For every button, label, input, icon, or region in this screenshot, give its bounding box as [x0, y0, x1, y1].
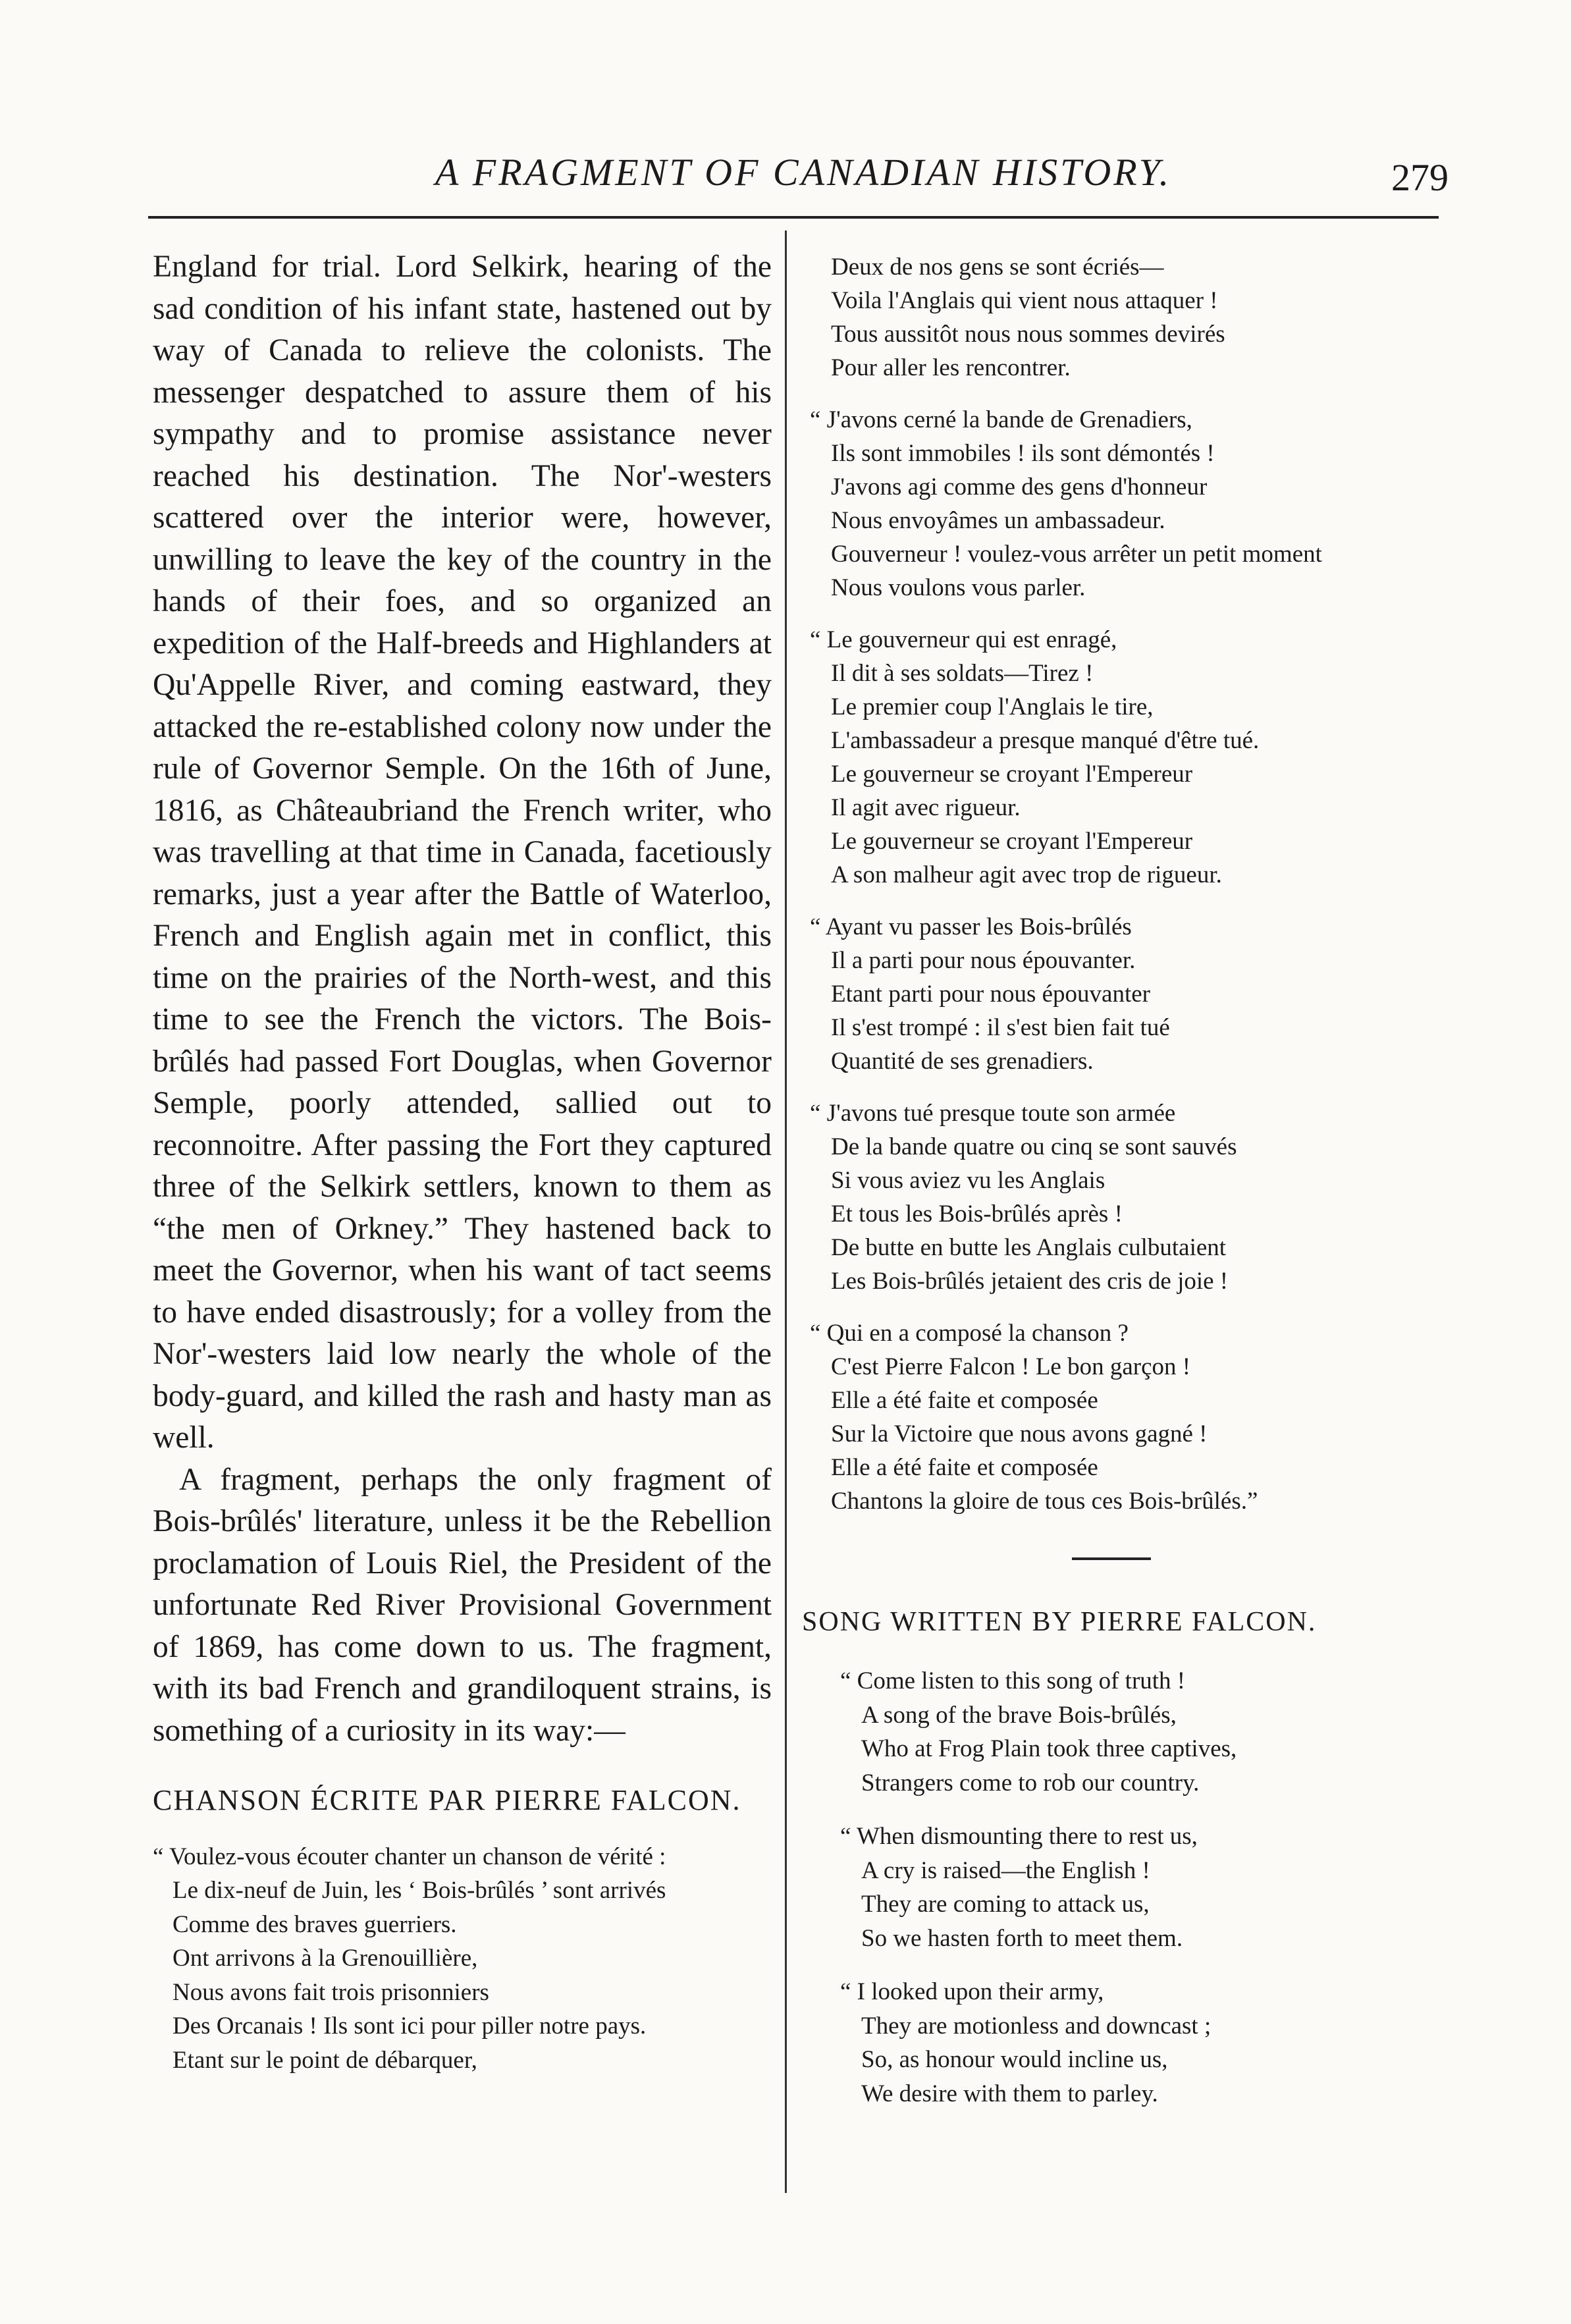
- verse-line: “ J'avons tué presque toute son armée: [810, 1100, 1176, 1127]
- verse-line: Et tous les Bois-brûlés après !: [831, 1201, 1123, 1228]
- page-number: 279: [1391, 156, 1449, 199]
- verse-line: “ Come listen to this song of truth !: [840, 1667, 1186, 1694]
- verse-line: Gouverneur ! voulez-vous arrêter un petit moment: [831, 541, 1322, 568]
- verse-line: Quantité de ses grenadiers.: [831, 1048, 1094, 1075]
- verse-line: Deux de nos gens se sont écriés—: [831, 254, 1164, 281]
- stanza: [810, 1096, 1434, 1298]
- stanza: [810, 250, 1434, 385]
- verse-line: Il s'est trompé : il s'est bien fait tué: [831, 1014, 1170, 1041]
- verse-line: C'est Pierre Falcon ! Le bon garçon !: [831, 1353, 1191, 1380]
- verse-line: “ Ayant vu passer les Bois-brûlés: [810, 913, 1132, 940]
- verse-line: Voila l'Anglais qui vient nous attaquer !: [831, 287, 1218, 314]
- verse-line: Il dit à ses soldats—Tirez !: [831, 660, 1094, 687]
- verse-line: A song of the brave Bois-brûlés,: [861, 1701, 1177, 1729]
- stanza: [840, 1820, 1434, 1955]
- verse-line: Le premier coup l'Anglais le tire,: [831, 693, 1154, 720]
- verse-line: So, as honour would incline us,: [861, 2046, 1168, 2073]
- page-header: [158, 150, 1449, 203]
- verse-line: Il a parti pour nous épouvanter.: [831, 947, 1136, 974]
- english-song-verse: [802, 1664, 1434, 2111]
- verse-line: Comme des braves guerriers.: [173, 1910, 457, 1938]
- verse-line: We desire with them to parley.: [861, 2080, 1158, 2107]
- verse-line: Etant sur le point de débarquer,: [173, 2046, 477, 2074]
- column-divider: [785, 230, 787, 2193]
- stanza: [810, 910, 1434, 1078]
- verse-line: Nous envoyâmes un ambassadeur.: [831, 507, 1165, 534]
- verse-line: “ When dismounting there to rest us,: [840, 1823, 1198, 1850]
- verse-line: De butte en butte les Anglais culbutaient: [831, 1234, 1227, 1261]
- body-paragraph-2: A fragment, perhaps the only fragment of Bois-brûlés' literature, unless it be the Rebellion proclamation of Louis Riel, the President of the unfortunate Red River Provisional Government of 1869, has come down to us. The fragment, with its bad French and grandiloquent strains, is something of a curiosity in its way:—: [153, 1462, 772, 1748]
- verse-line: Who at Frog Plain took three captives,: [861, 1735, 1237, 1762]
- french-song-verse-start: [153, 1840, 772, 2078]
- right-column: [802, 250, 1434, 2130]
- stanza: [810, 403, 1434, 605]
- verse-line: A son malheur agit avec trop de rigueur.: [831, 861, 1222, 888]
- verse-line: Le dix-neuf de Juin, les ‘ Bois-brûlés ’ sont arrivés: [173, 1877, 666, 1904]
- stanza: [810, 623, 1434, 892]
- body-paragraph-1: England for trial. Lord Selkirk, hearing of the sad condition of his infant state, hastened out by way of Canada to relieve the colonists. The messenger despatched to assure them of his sympathy and to promise assistance never reached his destination. The Nor'-westers scattered over the interior were, however, unwilling to leave the key of the country in the hands of their foes, and so organized an expedition of the Half-breeds and Highlanders at Qu'Appelle River, and coming eastward, they attacked the re-established colony now under the rule of Governor Semple. On the 16th of June, 1816, as Châteaubriand the French writer, who was travelling at that time in Canada, facetiously remarks, just a year after the Battle of Waterloo, French and English again met in conflict, this time on the prairies of the North-west, and this time to see the French the victors. The Bois-brûlés had passed Fort Douglas, when Governor Semple, poorly attended, sallied out to reconnoitre. After passing the Fort they captured three of the Selkirk settlers, known to them as “the men of Orkney.” They hastened back to meet the Governor, when his want of tact seems to have ended disastrously; for a volley from the Nor'-westers laid low nearly the whole of the body-guard, and killed the rash and hasty man as well.: [153, 250, 772, 1455]
- verse-line: Les Bois-brûlés jetaient des cris de joie !: [831, 1268, 1229, 1295]
- verse-line: Le gouverneur se croyant l'Empereur: [831, 828, 1193, 855]
- verse-line: So we hasten forth to meet them.: [861, 1924, 1183, 1952]
- left-column: [153, 246, 772, 2077]
- stanza: [840, 1664, 1434, 1800]
- verse-line: Nous voulons vous parler.: [831, 574, 1086, 601]
- verse-line: “ Voulez-vous écouter chanter un chanson de vérité :: [153, 1843, 666, 1870]
- english-song-heading: SONG WRITTEN BY PIERRE FALCON.: [802, 1607, 1317, 1637]
- verse-line: L'ambassadeur a presque manqué d'être tué.: [831, 727, 1260, 754]
- verse-line: Elle a été faite et composée: [831, 1454, 1098, 1481]
- verse-line: Il agit avec rigueur.: [831, 794, 1021, 821]
- verse-line: De la bande quatre ou cinq se sont sauvés: [831, 1133, 1237, 1160]
- verse-line: Elle a été faite et composée: [831, 1387, 1098, 1414]
- verse-line: Strangers come to rob our country.: [861, 1769, 1200, 1797]
- verse-line: Ont arrivons à la Grenouillière,: [173, 1945, 478, 1972]
- verse-line: Le gouverneur se croyant l'Empereur: [831, 761, 1193, 788]
- verse-line: “ Qui en a composé la chanson ?: [810, 1320, 1129, 1347]
- stanza: [840, 1975, 1434, 2111]
- header-rule: [148, 216, 1439, 219]
- verse-line: Sur la Victoire que nous avons gagné !: [831, 1420, 1208, 1447]
- verse-line: “ I looked upon their army,: [840, 1978, 1104, 2005]
- stanza: [810, 1316, 1434, 1518]
- verse-line: Nous avons fait trois prisonniers: [173, 1978, 489, 2006]
- section-divider: [1072, 1557, 1151, 1560]
- french-song-heading: CHANSON ÉCRITE PAR PIERRE FALCON.: [153, 1784, 741, 1816]
- french-song-verse-continued: [802, 250, 1434, 1518]
- verse-line: A cry is raised—the English !: [861, 1856, 1150, 1884]
- verse-line: Si vous aviez vu les Anglais: [831, 1167, 1105, 1194]
- verse-line: Chantons la gloire de tous ces Bois-brûlés.”: [831, 1488, 1258, 1515]
- verse-line: Tous aussitôt nous nous sommes devirés: [831, 321, 1225, 348]
- verse-line: J'avons agi comme des gens d'honneur: [831, 473, 1208, 500]
- verse-line: “ Le gouverneur qui est enragé,: [810, 626, 1117, 653]
- verse-line: They are coming to attack us,: [861, 1891, 1150, 1918]
- verse-line: Ils sont immobiles ! ils sont démontés !: [831, 440, 1215, 467]
- verse-line: Etant parti pour nous épouvanter: [831, 981, 1150, 1008]
- verse-line: Des Orcanais ! Ils sont ici pour piller notre pays.: [173, 2013, 647, 2040]
- running-title: A FRAGMENT OF CANADIAN HISTORY.: [435, 151, 1172, 194]
- verse-line: Pour aller les rencontrer.: [831, 354, 1071, 381]
- verse-line: They are motionless and downcast ;: [861, 2012, 1212, 2040]
- verse-line: “ J'avons cerné la bande de Grenadiers,: [810, 406, 1192, 433]
